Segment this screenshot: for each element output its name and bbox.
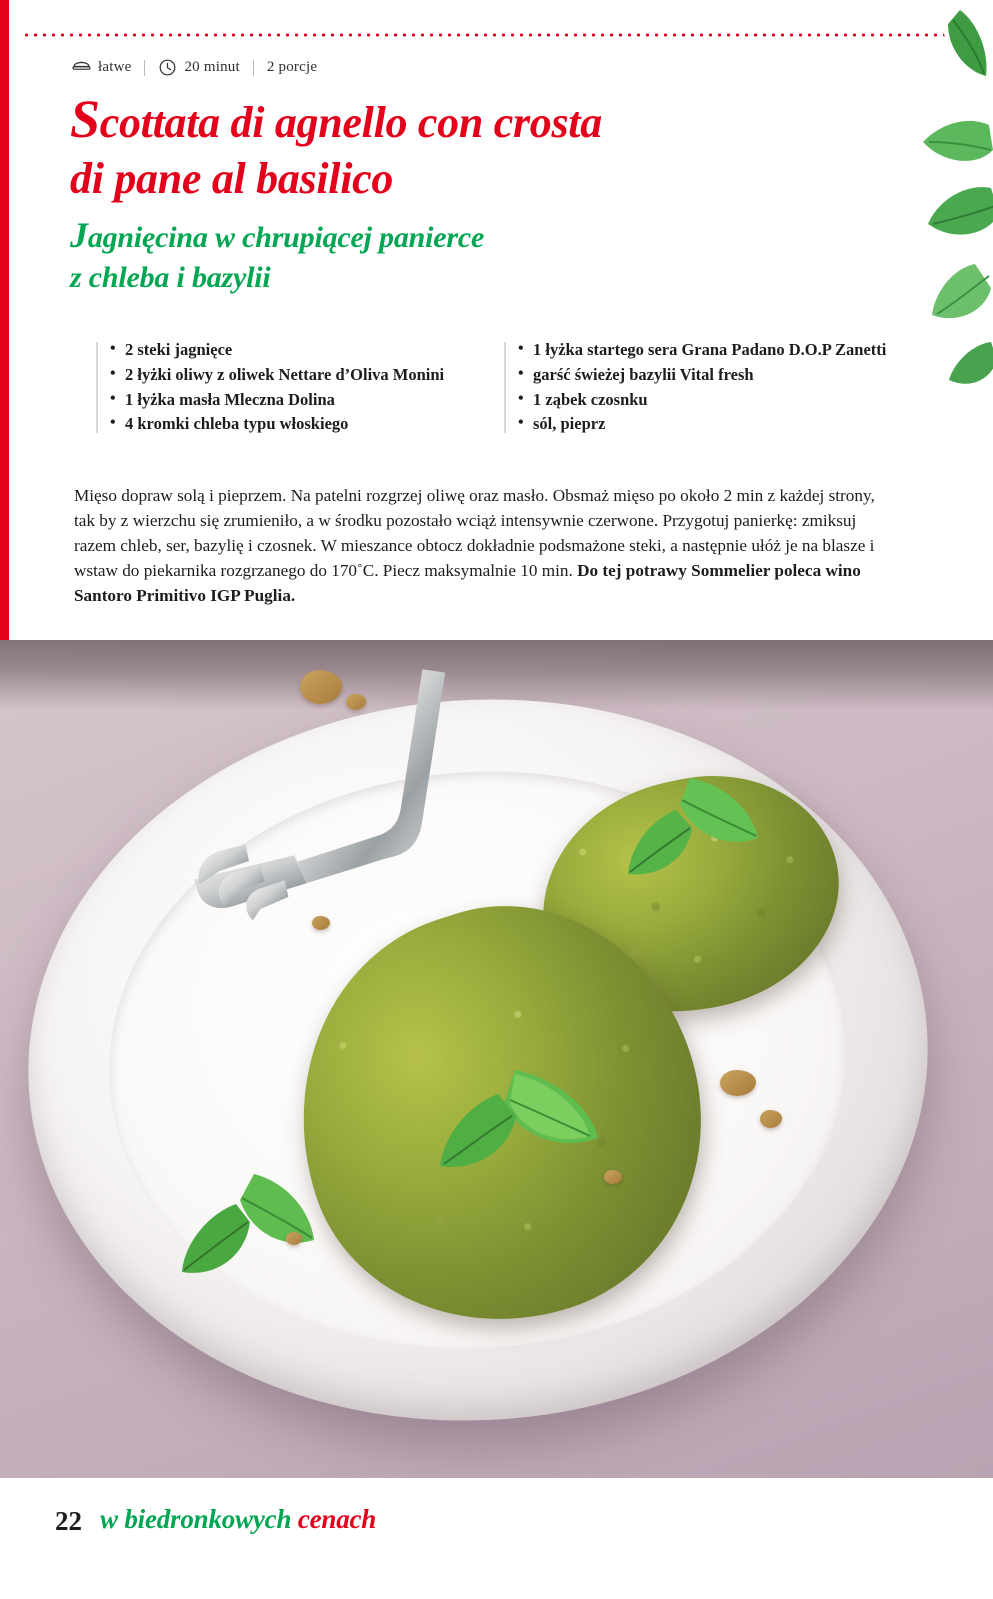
meta-separator-1: [144, 60, 145, 76]
meta-separator-2: [253, 60, 254, 76]
ingredients-column-left: [96, 338, 488, 437]
recipe-title-italian: [70, 89, 860, 208]
ingredients-column-right: [504, 338, 896, 437]
recipe-title-italian-line1: Scottata di agnello con crosta: [70, 89, 602, 149]
ingredient-item: • 1 łyżka masła Mleczna Dolina: [110, 388, 488, 412]
ingredient-item: • 1 ząbek czosnku: [518, 388, 896, 412]
recipe-photo: [0, 640, 993, 1478]
instructions-sommelier-note: Do tej potrawy Sommelier poleca wino Santoro Primitivo IGP Puglia.: [74, 560, 861, 605]
ingredient-item: • 4 kromki chleba typu włoskiego: [110, 412, 488, 436]
pot-icon: [72, 58, 91, 77]
recipe-instructions: [74, 484, 894, 609]
ingredients-list: [96, 338, 896, 437]
recipe-title-polish-line2: z chleba i bazylii: [70, 260, 271, 294]
ingredient-item: • 2 steki jagnięce: [110, 338, 488, 362]
ingredient-item: • 1 łyżka startego sera Grana Padano D.O.P Zanetti: [518, 338, 896, 362]
basil-garnish-top-right: [620, 770, 770, 905]
basil-garnish-center: [420, 1060, 610, 1195]
footer-slogan: [100, 1504, 376, 1535]
ingredient-item: • garść świeżej bazylii Vital fresh: [518, 363, 896, 387]
difficulty-label: łatwe: [98, 59, 132, 75]
basil-garnish-left: [170, 1160, 340, 1305]
recipe-title-polish: [70, 215, 770, 298]
difficulty-meta: [72, 58, 131, 77]
left-edge-bar: [0, 0, 9, 640]
recipe-title-polish-line1: Jagnięcina w chrupiącej panierce: [70, 215, 485, 255]
left-edge-white: [9, 0, 21, 640]
footer-slogan-red: cenach: [297, 1504, 377, 1534]
recipe-title-italian-line2: di pane al basilico: [70, 154, 394, 204]
portions-meta: [267, 59, 317, 76]
ingredient-item: • sól, pieprz: [518, 412, 896, 436]
page-footer: [0, 1478, 993, 1599]
portions-label: 2 porcje: [266, 59, 318, 75]
recipe-meta: [72, 58, 317, 77]
footer-slogan-green: w biedronkowych: [100, 1504, 298, 1534]
ingredient-item: • 2 łyżki oliwy z oliwek Nettare d’Oliva Monini: [110, 363, 488, 387]
page-number: 22: [55, 1506, 82, 1536]
instructions-text: Mięso dopraw solą i pieprzem. Na patelni rozgrzej oliwę oraz masło. Obsmaż mięso po około 2 min z każdej strony, tak by z wierzchu się zrumieniło, a w środku pozostało wciąż intensywnie czerwone. Przygotuj panierkę: zmiksuj razem chleb, ser, bazylię i czosnek. W mieszance obtocz dokładnie podsmażone steki, a następnie ułóż je na blasze i wstaw do piekarnika rozgrzanego do 170˚C. Piecz maksymalnie 10 min.: [74, 486, 875, 580]
dotted-divider: [22, 33, 972, 37]
time-label: 20 minut: [184, 59, 240, 75]
time-meta: [158, 58, 239, 77]
clock-icon: [158, 58, 177, 77]
